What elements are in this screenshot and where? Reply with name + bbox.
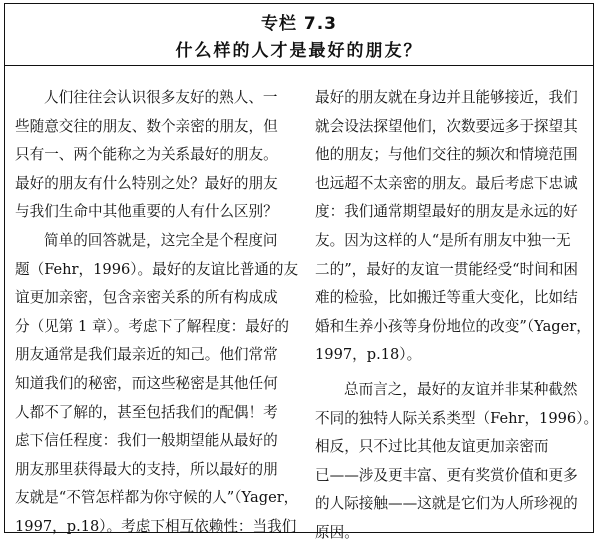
text-line: 最好的朋友有什么特别之处？最好的朋友 (15, 174, 278, 192)
box-title: 什么样的人才是最好的朋友？ (175, 41, 423, 61)
text-line: 只有一、两个能称之为关系最好的朋友。 (15, 146, 278, 164)
text-line: 的人际接触——这就是它们为人所珍视的 (315, 495, 578, 513)
sidebar-box (4, 3, 599, 541)
left-column (15, 84, 297, 542)
text-line: 简单的回答就是，这完全是个程度问 (44, 231, 278, 249)
box-content (5, 68, 599, 541)
text-line: 友。因为这样的人“是所有朋友中独一无 (315, 231, 571, 249)
text-line: 难的检验，比如搬迁等重大变化，比如结 (315, 289, 578, 307)
text-line: 度：我们通常期望最好的朋友是永远的好 (315, 203, 578, 221)
text-line: 朋友那里获得最大的支持，所以最好的朋 (15, 460, 278, 478)
text-line: 些随意交往的朋友、数个亲密的朋友，但 (15, 117, 278, 135)
text-line: 婚和生养小孩等身份地位的改变”（Yager， (315, 317, 591, 335)
text-line: 虑下信任程度：我们一般期望能从最好的 (15, 432, 278, 450)
text-line: 不同的独特人际关系类型（Fehr，1996）。 (315, 409, 599, 427)
text-line: 朋友通常是我们最亲近的知己。他们常常 (15, 346, 278, 364)
text-line: 也远超不太亲密的朋友。最后考虑下忠诚 (315, 174, 578, 192)
text-line: 友就是“不管怎样都为你守候的人”（Yager， (15, 489, 299, 507)
text-line: 知道我们的秘密，而这些秘密是其他任何 (15, 374, 278, 392)
text-line: 总而言之，最好的友谊并非某种截然 (344, 380, 578, 398)
text-line: 人都不了解的，甚至包括我们的配偶！考 (15, 403, 278, 421)
text-line: 已——涉及更丰富、更有奖赏价值和更多 (315, 466, 578, 484)
text-line: 就会设法探望他们，次数要远多于探望其 (315, 117, 578, 135)
text-line: 与我们生命中其他重要的人有什么区别？ (15, 203, 278, 221)
text-line: 最好的朋友就在身边并且能够接近，我们 (315, 89, 578, 106)
right-column (315, 84, 599, 548)
text-line: 他的朋友；与他们交往的频次和情境范围 (315, 146, 578, 164)
text-line: 二的”，最好的友谊一贯能经受“时间和困 (315, 260, 579, 278)
text-line: 分（见第 1 章）。考虑下了解程度：最好的 (15, 317, 289, 335)
text-line: 1997，p.18）。 (315, 346, 422, 364)
box-header (5, 4, 593, 66)
column-label: 专栏 7.3 (260, 14, 338, 34)
text-line: 原因。 (315, 523, 359, 541)
text-line: 题（Fehr，1996）。最好的友谊比普通的友 (15, 260, 299, 278)
text-line: 人们往往会认识很多友好的熟人、一 (44, 89, 278, 106)
text-line: 谊更加亲密，包含亲密关系的所有构成成 (15, 289, 278, 307)
text-line: 相反，只不过比其他友谊更加亲密而 (315, 438, 549, 456)
text-line: 1997，p.18）。考虑下相互依赖性：当我们 (15, 517, 297, 535)
